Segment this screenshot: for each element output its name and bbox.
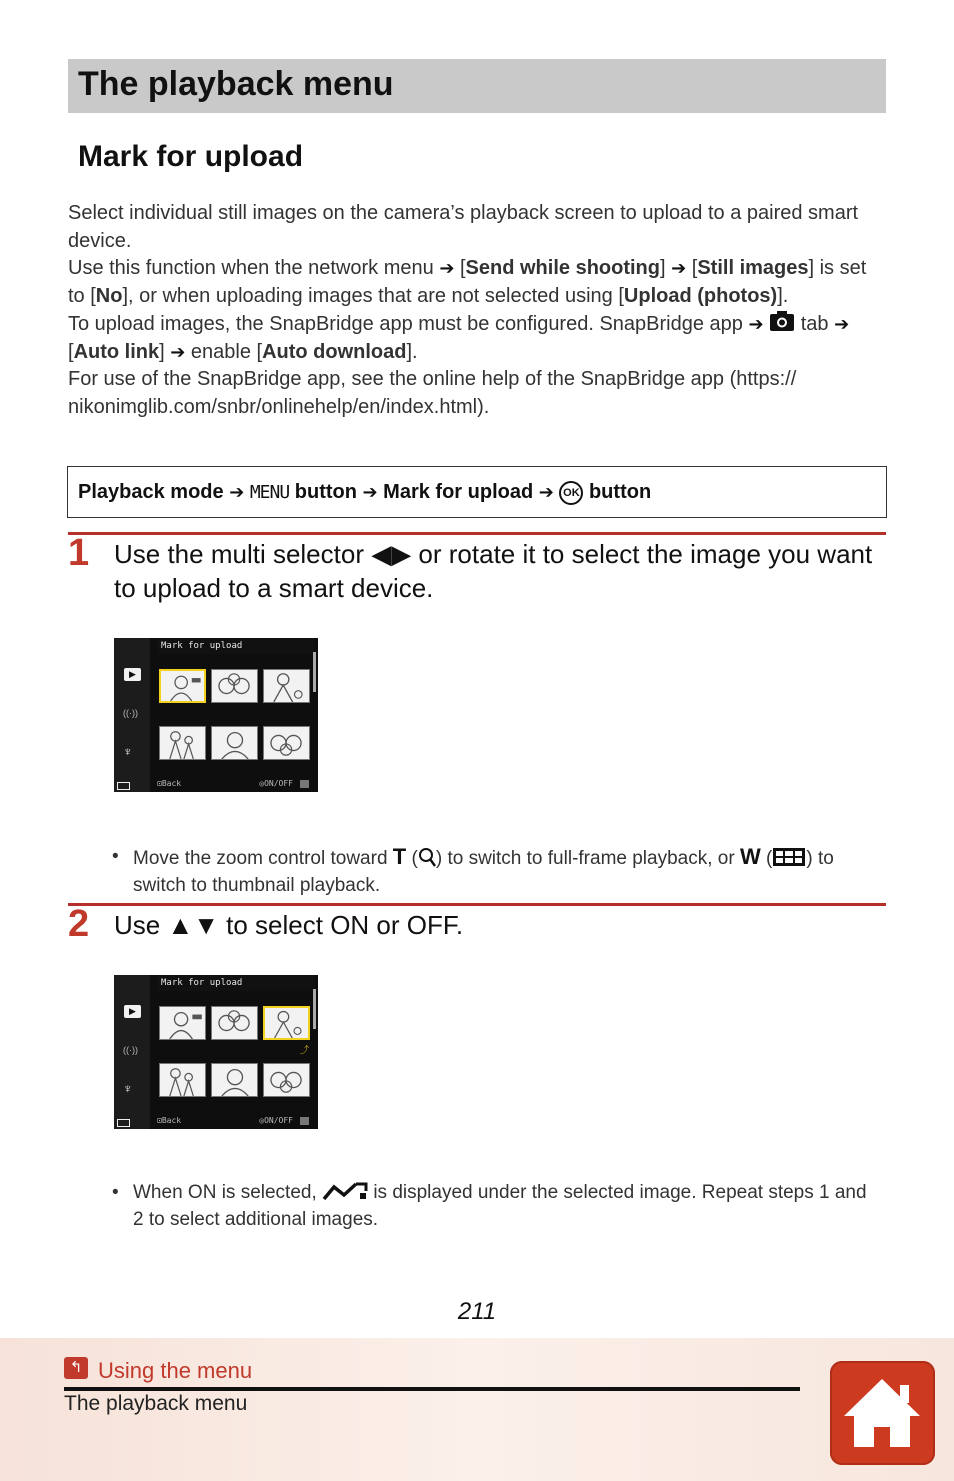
text-run: is displayed under the selected image. Repeat steps 1 and 2 to select additional images. [133,1182,867,1230]
scrollbar [313,652,316,692]
thumbnail-2[interactable] [211,669,258,703]
step-2-number: 2 [68,903,90,945]
button-label: button [588,481,652,503]
thumbnail-4[interactable] [159,1063,206,1097]
intro-paragraph-4: For use of the SnapBridge app, see the online help of the SnapBridge app (https:// nikonimglib.com/snbr/onlinehelp/en/index.html). [68,368,797,418]
playback-tab-icon: ▶ [124,668,141,681]
network-tab-icon: ((·)) [123,1045,138,1055]
thumbnail-2[interactable] [211,1006,258,1040]
toggle-label: ON/OFF [264,779,293,788]
arrow-icon: ➔ [439,258,455,278]
ok-button-icon: OK [559,481,583,505]
back-key-icon: ⊡ [157,779,162,788]
button-label: button [294,481,357,503]
thumbnail-3[interactable] [263,669,310,703]
toggle-hint [259,778,293,790]
text-run: ) to switch to thumbnail playback. [133,848,834,896]
menu-path-box [67,466,887,518]
upload-mark-icon: ⤴ [300,1045,310,1055]
text-run: Use this function when the network menu [68,257,434,279]
auto-download-label: Auto download [262,340,407,363]
toggle-label: ON/OFF [264,1116,293,1125]
auto-link-label: Auto link [73,340,160,363]
thumbnail-grid-icon [772,847,806,867]
send-while-shooting-label: Send while shooting [465,257,660,279]
upload-photos-label: Upload (photos) [623,284,778,307]
wrench-icon: ♆ [123,744,133,759]
intro-paragraph-2 [68,255,878,310]
text-run: [ [68,340,74,363]
battery-icon [117,1119,130,1127]
text-run: ]. [406,340,418,363]
text-run: ]. [777,284,789,307]
thumbnail-6[interactable] [263,1063,310,1097]
screen-title: Mark for upload [157,975,315,991]
arrow-icon: ➔ [229,482,245,502]
menu-button-icon: MENU [249,482,290,503]
step-2-rule [68,903,886,906]
no-label: No [95,284,123,307]
intro-paragraph-3 [68,310,878,366]
playback-tab-icon: ▶ [124,1005,141,1018]
text-run: ) to switch to full-frame playback, or [435,848,735,869]
chapter-header [68,59,886,113]
chapter-title: The playback menu [78,65,394,103]
mark-for-upload-label: Mark for upload [383,481,534,503]
text-run: [ [691,257,698,279]
battery-icon [117,782,130,790]
upload-mark-icon [322,1181,368,1201]
text-run: ], or when uploading images that are not selected using [ [122,284,624,307]
arrow-icon: ➔ [170,341,186,362]
wrench-icon: ♆ [123,1081,133,1096]
step-1-number: 1 [68,532,90,574]
thumbnail-6[interactable] [263,726,310,760]
home-icon [830,1361,935,1465]
arrow-icon: ➔ [538,482,554,502]
step-1-rule [68,532,886,535]
ok-key-icon: ◎ [259,1116,265,1125]
text-run: ] [660,257,666,279]
camera-screen-step-2 [114,975,318,1129]
text-run: When ON is selected, [133,1182,317,1203]
text-run: ] is set to [ [68,257,867,307]
magnifier-icon [418,847,436,867]
still-images-label: Still images [697,257,809,279]
zoom-t-icon: T [392,844,407,869]
playback-mode-label: Playback mode [78,481,224,503]
text-run: To upload images, the SnapBridge app must be configured. SnapBridge app [68,313,743,335]
camera-icon [769,310,795,332]
home-button[interactable] [830,1361,935,1465]
thumbnail-5[interactable] [211,1063,258,1097]
camera-screen-step-1 [114,638,318,792]
page-footer [0,1338,954,1481]
ok-key-icon: ◎ [259,779,265,788]
back-label: Back [161,779,182,788]
screen-title: Mark for upload [157,638,315,654]
text-run: tab [800,313,829,335]
bullet-dot: • [112,846,119,867]
page-number: 211 [457,1298,497,1325]
thumbnail-5[interactable] [211,726,258,760]
screen-footer [157,1115,315,1127]
thumbnail-1[interactable] [159,1006,206,1040]
thumbnail-4[interactable] [159,726,206,760]
zoom-icon [300,1117,309,1125]
intro-paragraph-1: Select individual still images on the camera’s playback screen to upload to a paired smart device. [68,202,859,252]
zoom-w-icon: W [739,844,761,869]
zoom-icon [300,780,309,788]
thumbnail-3-selected[interactable] [263,1006,310,1040]
arrow-icon: ➔ [748,314,764,334]
text-run: ( [411,848,418,869]
text-run: Move the zoom control toward [133,848,388,869]
step-1-text: Use the multi selector ◀▶ or rotate it to select the image you want to upload to a smart device. [114,539,873,603]
text-run: enable [ [190,340,263,363]
step-2-text: Use ▲▼ to select ON or OFF. [114,910,464,940]
arrow-icon: ➔ [671,258,687,278]
scrollbar [313,989,316,1029]
intro-text [68,200,878,421]
toggle-hint [259,1115,293,1127]
thumbnail-1[interactable] [159,669,206,703]
arrow-icon: ➔ [834,314,850,334]
network-tab-icon: ((·)) [123,708,138,718]
text-run: [ [459,257,466,279]
footer-rule [64,1387,800,1391]
text-run: ] [159,340,165,363]
screen-footer [157,778,315,790]
arrow-icon: ➔ [362,482,378,502]
using-the-menu-link[interactable]: Using the menu [98,1358,253,1383]
bullet-dot: • [112,1182,119,1203]
text-run: ( [766,848,773,869]
back-label: Back [161,1116,182,1125]
bullet-zoom-control [112,843,882,899]
return-icon[interactable]: ↰ [64,1357,88,1379]
breadcrumb: The playback menu [64,1392,248,1415]
back-key-icon: ⊡ [157,1116,162,1125]
bullet-upload-mark [112,1179,882,1233]
section-title: Mark for upload [78,140,304,173]
